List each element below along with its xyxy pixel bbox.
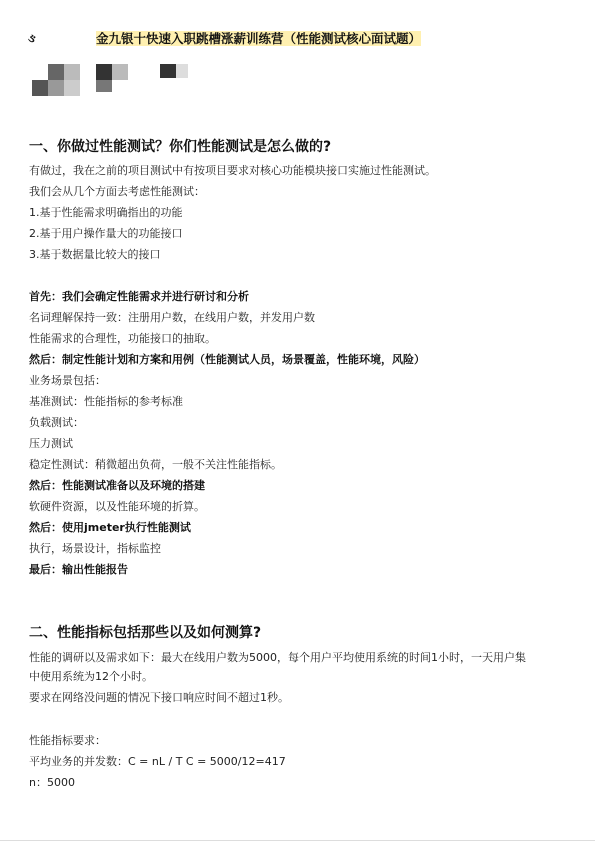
step-text: 负载测试： [29,416,84,429]
step-text: 名词理解保持一致：注册用户数，在线用户数，并发用户数 [29,311,315,324]
section-1-text: 我们会从几个方面去考虑性能测试： [29,185,205,198]
step-text: 业务场景包括： [29,374,106,387]
section-2-text: 性能的调研以及需求如下：最大在线用户数为5000，每个用户平均使用系统的时间1小时，一天用户集 [29,651,526,664]
step-heading: 最后：输出性能报告 [29,563,128,576]
step-text: 基准测试：性能指标的参考标准 [29,395,183,408]
list-item: 1.基于性能需求明确指出的功能 [29,206,183,219]
section-1-text: 有做过，我在之前的项目测试中有按项目要求对核心功能模块接口实施过性能测试。 [29,164,436,177]
step-text: 性能需求的合理性，功能接口的抽取。 [29,332,216,345]
section-2-text: 中使用系统为12个小时。 [29,670,153,683]
step-text: 稳定性测试：稍微超出负荷，一般不关注性能指标。 [29,458,282,471]
title-highlight: 金九银十快速入职跳槽涨薪训练营（性能测试核心面试题） [96,31,422,46]
step-text: 压力测试 [29,437,73,450]
formula-text: 平均业务的并发数：C = nL / T C = 5000/12=417 [29,755,286,768]
formula-text: n：5000 [29,776,75,789]
page-bottom-divider [0,840,595,841]
list-item: 2.基于用户操作量大的功能接口 [29,227,183,240]
page-title [96,31,421,47]
step-text: 软硬件资源，以及性能环境的折算。 [29,500,205,513]
section-2-text: 要求在网络没问题的情况下接口响应时间不超过1秒。 [29,691,289,704]
step-heading: 首先：我们会确定性能需求并进行研讨和分析 [29,290,249,303]
list-item: 3.基于数据量比较大的接口 [29,248,161,261]
section-1-heading: 一、你做过性能测试？你们性能测试是怎么做的? [29,139,332,155]
section-2-heading: 二、性能指标包括那些以及如何测算? [29,625,262,641]
section-2-text: 性能指标要求： [29,734,106,747]
step-heading: 然后：制定性能计划和方案和用例（性能测试人员，场景覆盖，性能环境，风险） [29,353,425,366]
logo-icon: ઙ [28,31,36,45]
step-heading: 然后：性能测试准备以及环境的搭建 [29,479,205,492]
step-heading: 然后：使用jmeter执行性能测试 [29,521,191,534]
step-text: 执行，场景设计，指标监控 [29,542,161,555]
